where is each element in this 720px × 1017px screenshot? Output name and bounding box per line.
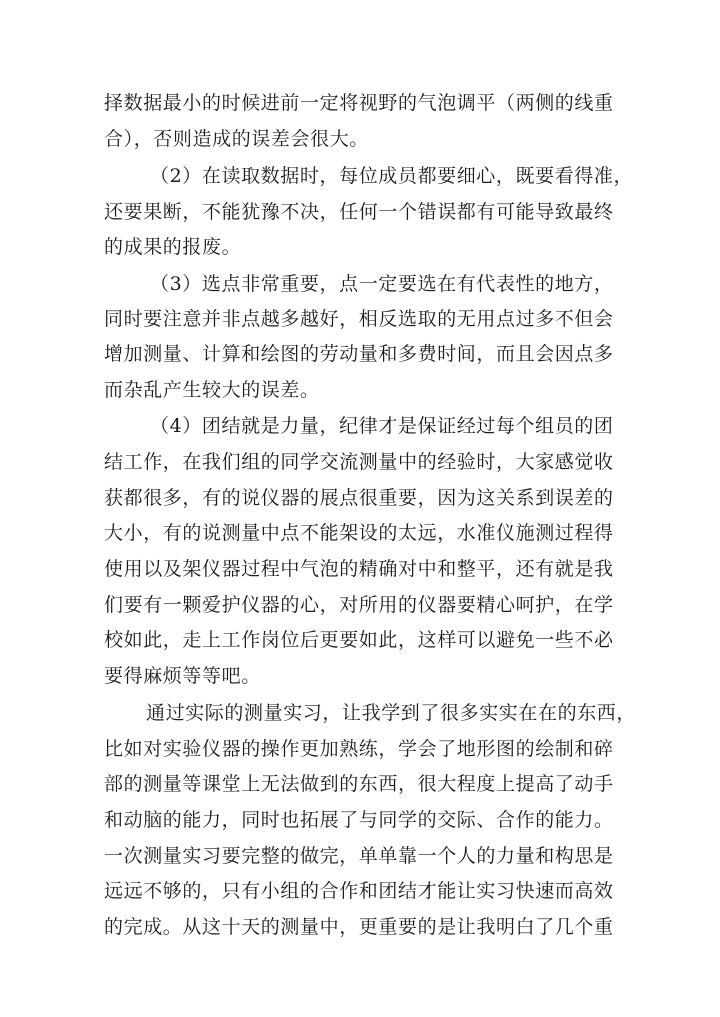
paragraph-line: 们要有一颗爱护仪器的心，对所用的仪器要精心呵护，在学 xyxy=(104,594,614,616)
paragraph-line: 使用以及架仪器过程中气泡的精确对中和整平，还有就是我 xyxy=(104,558,614,580)
paragraph-line: 部的测量等课堂上无法做到的东西，很大程度上提高了动手 xyxy=(104,773,614,795)
paragraph-line: 合），否则造成的误差会很大。 xyxy=(104,128,369,150)
paragraph-line: 的完成。从这十天的测量中，更重要的是让我明白了几个重 xyxy=(104,916,614,938)
paragraph-line: 而杂乱产生较大的误差。 xyxy=(104,379,320,401)
paragraph-line: （4）团结就是力量，纪律才是保证经过每个组员的团 xyxy=(150,415,614,437)
paragraph-line: 通过实际的测量实习，让我学到了很多实实在在的东西， xyxy=(146,702,637,724)
paragraph-line: 要得麻烦等等吧。 xyxy=(104,665,261,687)
paragraph-line: 还要果断，不能犹豫不决，任何一个错误都有可能导致最终 xyxy=(104,201,614,223)
paragraph-line: 比如对实验仪器的操作更加熟练，学会了地形图的绘制和碎 xyxy=(104,738,614,760)
paragraph-line: 获都很多，有的说仪器的展点很重要，因为这关系到误差的 xyxy=(104,487,614,509)
paragraph-line: 结工作，在我们组的同学交流测量中的经验时，大家感觉收 xyxy=(104,451,614,473)
paragraph-line: 远远不够的，只有小组的合作和团结才能让实习快速而高效 xyxy=(104,880,614,902)
paragraph-line: 择数据最小的时候进前一定将视野的气泡调平（两侧的线重 xyxy=(104,92,614,114)
paragraph-line: （2）在读取数据时，每位成员都要细心，既要看得准， xyxy=(150,165,634,187)
paragraph-line: 一次测量实习要完整的做完，单单靠一个人的力量和构思是 xyxy=(104,845,614,867)
paragraph-line: 增加测量、计算和绘图的劳动量和多费时间，而且会因点多 xyxy=(104,343,614,365)
paragraph-line: 同时要注意并非点越多越好，相反选取的无用点过多不但会 xyxy=(104,308,614,330)
paragraph-line: 的成果的报废。 xyxy=(104,236,242,258)
paragraph-line: （3）选点非常重要，点一定要选在有代表性的地方， xyxy=(150,273,614,295)
paragraph-line: 大小，有的说测量中点不能架设的太远，水准仪施测过程得 xyxy=(104,522,614,544)
paragraph-line: 校如此，走上工作岗位后更要如此，这样可以避免一些不必 xyxy=(104,629,614,651)
paragraph-line: 和动脑的能力，同时也拓展了与同学的交际、合作的能力。 xyxy=(104,809,614,831)
